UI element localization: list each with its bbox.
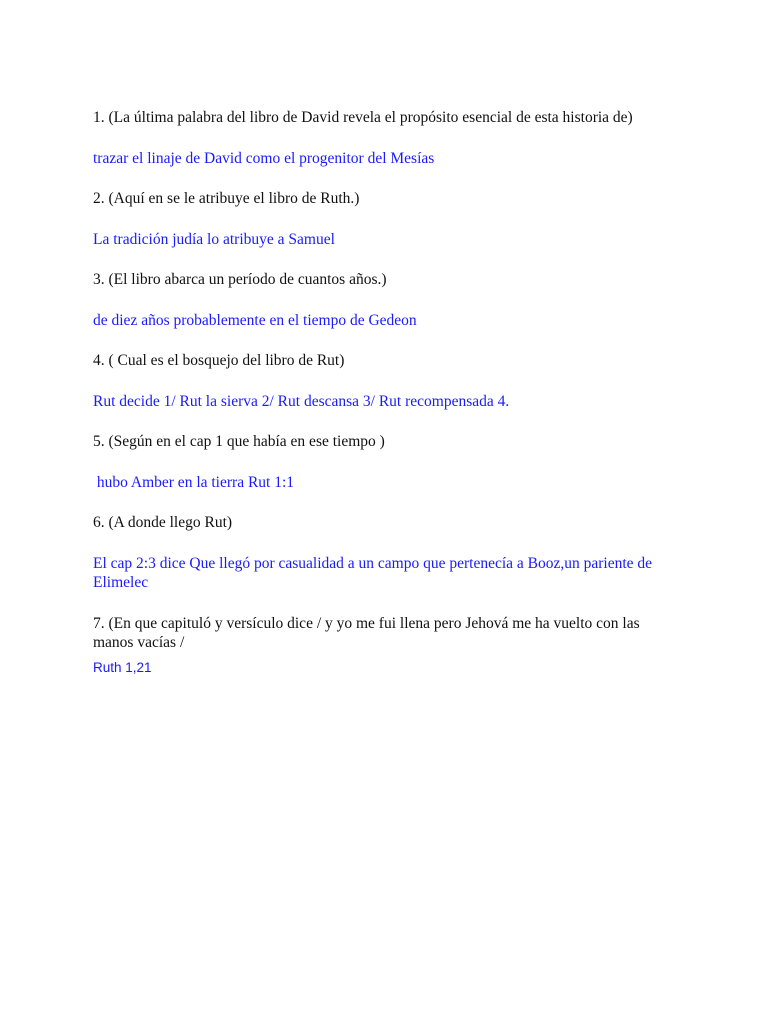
question-4: 4. ( Cual es el bosquejo del libro de Rut) (93, 352, 345, 369)
answer-6: El cap 2:3 dice Que llegó por casualidad a un campo que pertenecía a Booz,un pariente de Elimelec (93, 554, 653, 591)
question-7: 7. (En que capituló y versículo dice / y yo me fui llena pero Jehová me ha vuelto con las manos vacías / (93, 614, 640, 651)
question-5: 5. (Según en el cap 1 que había en ese tiempo ) (93, 433, 385, 450)
answer-5: hubo Amber en la tierra Rut 1:1 (93, 473, 295, 491)
answer-3: de diez años probablemente en el tiempo de Gedeon (93, 311, 417, 329)
question-6: 6. (A donde llego Rut) (93, 514, 233, 531)
answer-4: Rut decide 1/ Rut la sierva 2/ Rut descansa 3/ Rut recompensada 4. (93, 392, 510, 410)
answer-7: Ruth 1,21 (93, 659, 152, 675)
question-1: 1. (La última palabra del libro de David revela el propósito esencial de esta historia de) (93, 109, 633, 126)
question-2: 2. (Aquí en se le atribuye el libro de Ruth.) (93, 190, 360, 207)
question-3: 3. (El libro abarca un período de cuantos años.) (93, 271, 387, 288)
question-list (93, 108, 673, 677)
answer-1: trazar el linaje de David como el progenitor del Mesías (93, 149, 435, 167)
answer-2: La tradición judía lo atribuye a Samuel (93, 230, 335, 248)
